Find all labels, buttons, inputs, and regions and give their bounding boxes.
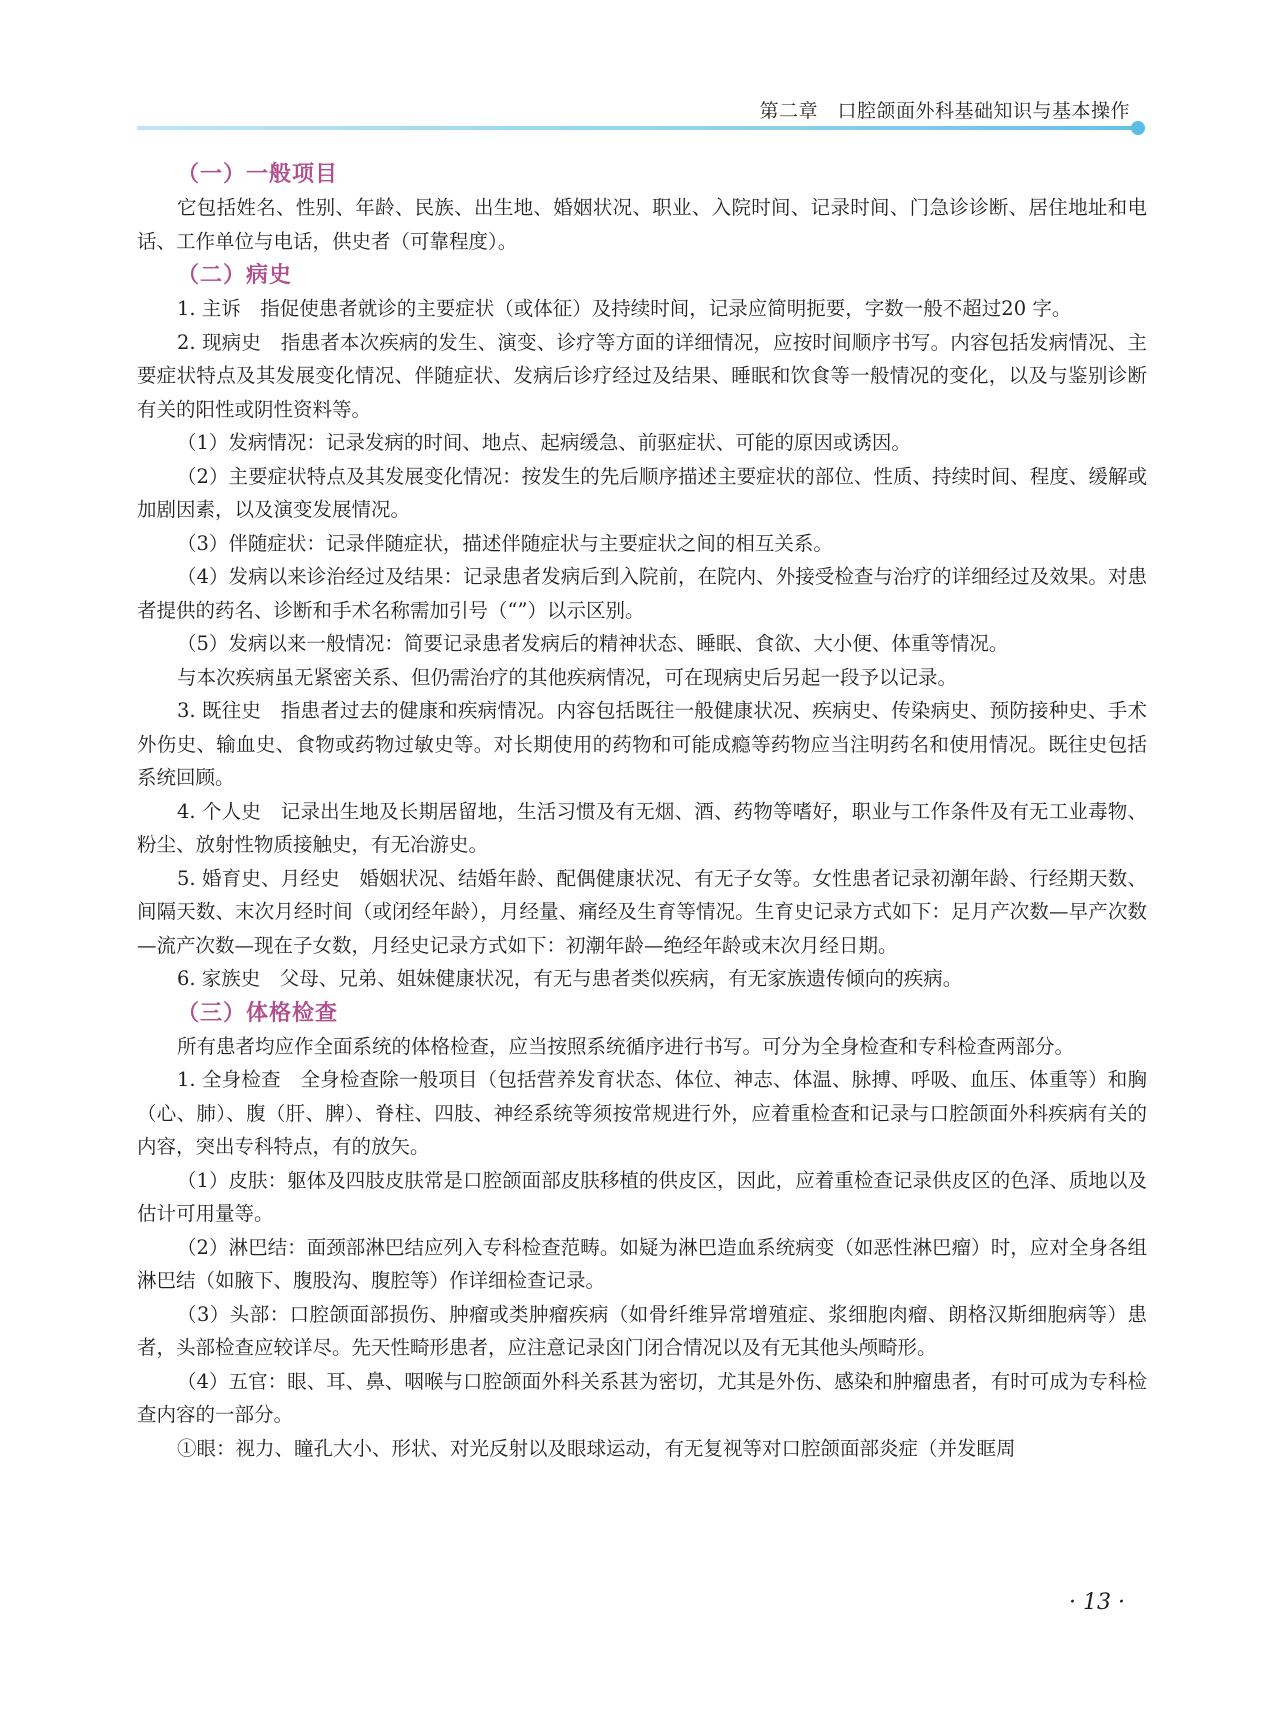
paragraph: （1）皮肤：躯体及四肢皮肤常是口腔颌面部皮肤移植的供皮区，因此，应着重检查记录供皮区的色泽、质地以及估计可用量等。 — [137, 1168, 1147, 1225]
paragraph: （4）五官：眼、耳、鼻、咽喉与口腔颌面外科关系甚为密切，尤其是外伤、感染和肿瘤患者，有时可成为专科检查内容的一部分。 — [137, 1369, 1147, 1426]
header-rule — [137, 126, 1137, 130]
section-heading-general: （一）一般项目 — [177, 161, 339, 187]
paragraph: ①眼：视力、瞳孔大小、形状、对光反射以及眼球运动，有无复视等对口腔颌面部炎症（并发眶周 — [177, 1436, 1016, 1460]
paragraph: 4. 个人史 记录出生地及长期居留地，生活习惯及有无烟、酒、药物等嗜好，职业与工作条件及有无工业毒物、粉尘、放射性物质接触史，有无冶游史。 — [137, 799, 1147, 856]
paragraph: 1. 全身检查 全身检查除一般项目（包括营养发育状态、体位、神志、体温、脉搏、呼吸、血压、体重等）和胸（心、肺）、腹（肝、脾）、脊柱、四肢、神经系统等须按常规进行外，应着重检查和记录与口腔颌面外科疾病有关的内容，突出专科特点，有的放矢。 — [137, 1068, 1147, 1158]
paragraph: （2）淋巴结：面颈部淋巴结应列入专科检查范畴。如疑为淋巴造血系统病变（如恶性淋巴瘤）时，应对全身各组淋巴结（如腋下、腹股沟、腹腔等）作详细检查记录。 — [137, 1235, 1147, 1292]
paragraph: （1）发病情况：记录发病的时间、地点、起病缓急、前驱症状、可能的原因或诱因。 — [177, 431, 911, 454]
page-body — [137, 157, 1147, 1465]
section-heading-physical-exam: （三）体格检查 — [177, 999, 339, 1026]
paragraph: 与本次疾病虽无紧密关系、但仍需治疗的其他疾病情况，可在现病史后另起一段予以记录。 — [177, 665, 958, 689]
paragraph: （3）伴随症状：记录伴随症状，描述伴随症状与主要症状之间的相互关系。 — [177, 531, 833, 555]
paragraph: 它包括姓名、性别、年龄、民族、出生地、婚姻状况、职业、入院时间、记录时间、门急诊诊断、居住地址和电话、工作单位与电话，供史者（可靠程度）。 — [137, 196, 1147, 253]
paragraph: 3. 既往史 指患者过去的健康和疾病情况。内容包括既往一般健康状况、疾病史、传染病史、预防接种史、手术外伤史、输血史、食物或药物过敏史等。对长期使用的药物和可能成瘾等药物应当注明药名和使用情况。既往史包括系统回顾。 — [137, 699, 1147, 789]
paragraph: （5）发病以来一般情况：简要记录患者发病后的精神状态、睡眠、食欲、大小便、体重等情况。 — [177, 632, 1009, 655]
paragraph: （2）主要症状特点及其发展变化情况：按发生的先后顺序描述主要症状的部位、性质、持续时间、程度、缓解或加剧因素，以及演变发展情况。 — [137, 464, 1147, 521]
section-heading-history: （二）病史 — [177, 262, 293, 288]
paragraph: （3）头部：口腔颌面部损伤、肿瘤或类肿瘤疾病（如骨纤维异常增殖症、浆细胞肉瘤、朗格汉斯细胞病等）患者，头部检查应较详尽。先天性畸形患者，应注意记录囟门闭合情况以及有无其他头颅畸形。 — [137, 1302, 1147, 1359]
running-head-title: 第二章 口腔颌面外科基础知识与基本操作 — [759, 100, 1130, 122]
paragraph: （4）发病以来诊治经过及结果：记录患者发病后到入院前，在院内、外接受检查与治疗的详细经过及效果。对患者提供的药名、诊断和手术名称需加引号（“”）以示区别。 — [137, 565, 1147, 622]
header-dot — [1131, 121, 1145, 135]
paragraph: 1. 主诉 指促使患者就诊的主要症状（或体征）及持续时间，记录应简明扼要，字数一般不超过20 字。 — [177, 297, 1072, 320]
paragraph: 2. 现病史 指患者本次疾病的发生、演变、诊疗等方面的详细情况，应按时间顺序书写。内容包括发病情况、主要症状特点及其发展变化情况、伴随症状、发病后诊疗经过及结果、睡眠和饮食等一般情况的变化，以及与鉴别诊断有关的阳性或阴性资料等。 — [137, 330, 1147, 421]
paragraph: 6. 家族史 父母、兄弟、姐妹健康状况，有无与患者类似疾病，有无家族遗传倾向的疾病。 — [177, 967, 963, 990]
paragraph: 所有患者均应作全面系统的体格检查，应当按照系统循序进行书写。可分为全身检查和专科检查两部分。 — [177, 1034, 1075, 1058]
page-number: · 13 · — [1069, 1590, 1125, 1615]
paragraph: 5. 婚育史、月经史 婚姻状况、结婚年龄、配偶健康状况、有无子女等。女性患者记录初潮年龄、行经期天数、间隔天数、末次月经时间（或闭经年龄），月经量、痛经及生育等情况。生育史记录方式如下：足月产次数—早产次数—流产次数—现在子女数，月经史记录方式如下：初潮年龄—绝经年龄或末次月经日期。 — [137, 866, 1147, 957]
